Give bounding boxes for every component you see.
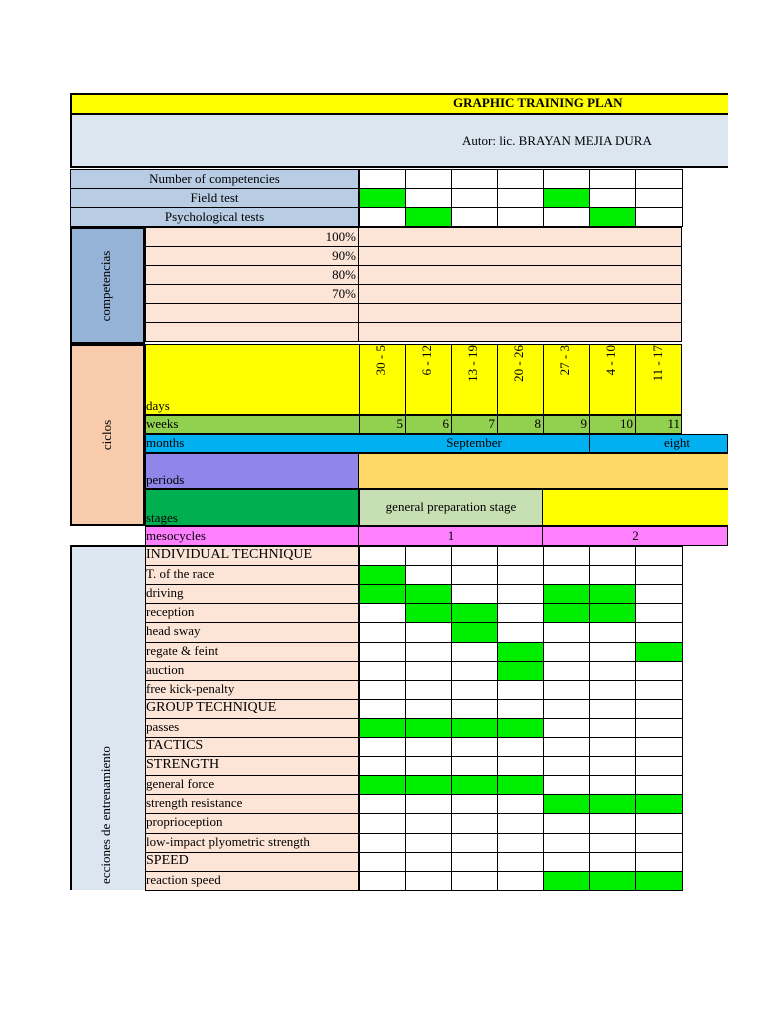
schedule-cell <box>497 169 544 189</box>
week-number: 10 <box>620 416 633 431</box>
stage-name: general preparation stage <box>385 499 517 514</box>
schedule-cell <box>497 584 544 604</box>
competency-bar-cell <box>358 246 682 266</box>
competency-level: 90% <box>332 248 356 263</box>
schedule-cell <box>451 871 498 891</box>
schedule-cell <box>543 775 590 795</box>
schedule-cell <box>451 699 498 719</box>
test-row-label: Number of competencies <box>149 171 280 186</box>
schedule-cell <box>405 871 452 891</box>
periods-bar <box>359 453 728 489</box>
schedule-cell <box>635 169 683 189</box>
schedule-cell <box>543 756 590 776</box>
schedule-cell-marked <box>635 794 683 814</box>
week-number: 6 <box>442 416 449 431</box>
author-text: Autor: lic. BRAYAN MEJIA DURA <box>462 133 652 148</box>
ciclos-side-label: ciclos <box>99 419 114 451</box>
schedule-cell <box>543 546 590 566</box>
schedule-cell <box>451 833 498 853</box>
schedule-cell <box>543 642 590 662</box>
schedule-cell-marked <box>589 584 636 604</box>
schedule-cell-marked <box>543 188 590 208</box>
months-label: months <box>146 435 185 450</box>
training-row-label: STRENGTH <box>146 757 220 772</box>
schedule-cell <box>635 737 683 757</box>
schedule-cell <box>359 169 406 189</box>
week-number: 9 <box>580 416 587 431</box>
schedule-cell <box>589 642 636 662</box>
schedule-cell <box>543 680 590 700</box>
schedule-cell <box>497 188 544 208</box>
week-number: 8 <box>534 416 541 431</box>
training-side-label: ecciones de entrenamiento <box>98 746 113 884</box>
schedule-cell-marked <box>405 775 452 795</box>
schedule-cell <box>635 207 683 227</box>
schedule-cell <box>635 622 683 643</box>
day-range: 20 - 26 <box>511 345 526 382</box>
schedule-cell-marked <box>405 603 452 623</box>
weeks-label: weeks <box>146 416 179 431</box>
mesocycles-label: mesocycles <box>146 528 206 543</box>
schedule-cell <box>451 680 498 700</box>
schedule-cell <box>359 642 406 662</box>
schedule-cell <box>497 833 544 853</box>
schedule-cell-marked <box>405 718 452 738</box>
schedule-cell <box>405 169 452 189</box>
schedule-cell <box>589 565 636 585</box>
competency-level-cell <box>145 303 359 323</box>
training-row-label: strength resistance <box>146 795 243 810</box>
schedule-cell-marked <box>405 207 452 227</box>
schedule-cell <box>451 188 498 208</box>
schedule-cell <box>497 603 544 623</box>
schedule-cell <box>359 603 406 623</box>
schedule-cell <box>543 718 590 738</box>
schedule-cell <box>405 622 452 643</box>
training-row-label: reaction speed <box>146 872 221 887</box>
week-number: 5 <box>396 416 403 431</box>
schedule-cell <box>635 188 683 208</box>
schedule-cell <box>589 775 636 795</box>
schedule-cell <box>451 169 498 189</box>
training-row-label: driving <box>146 585 184 600</box>
schedule-cell <box>543 622 590 643</box>
competency-bar-cell <box>358 284 682 304</box>
schedule-cell-marked <box>451 622 498 643</box>
test-row-label: Field test <box>190 190 239 205</box>
competency-bar-cell <box>358 303 682 323</box>
schedule-cell <box>497 546 544 566</box>
schedule-cell <box>451 852 498 872</box>
schedule-cell <box>405 737 452 757</box>
schedule-cell <box>359 794 406 814</box>
competency-bar-cell <box>358 265 682 285</box>
schedule-cell <box>359 680 406 700</box>
schedule-cell <box>359 852 406 872</box>
day-range: 4 - 10 <box>603 345 618 376</box>
month-1: September <box>446 435 502 450</box>
schedule-cell <box>543 852 590 872</box>
schedule-cell <box>543 813 590 834</box>
schedule-cell <box>405 852 452 872</box>
schedule-cell <box>405 699 452 719</box>
training-row-label: reception <box>146 604 195 619</box>
competency-level-cell <box>145 322 359 342</box>
schedule-cell-marked <box>543 871 590 891</box>
schedule-cell <box>359 207 406 227</box>
schedule-cell <box>405 680 452 700</box>
schedule-cell <box>589 852 636 872</box>
schedule-cell <box>497 871 544 891</box>
training-row-label: low-impact plyometric strength <box>146 834 310 849</box>
schedule-cell-marked <box>359 775 406 795</box>
schedule-cell <box>543 661 590 681</box>
schedule-cell <box>589 699 636 719</box>
schedule-cell-marked <box>589 603 636 623</box>
training-row-label: general force <box>146 776 215 791</box>
schedule-cell <box>635 584 683 604</box>
schedule-cell <box>497 737 544 757</box>
schedule-cell <box>359 756 406 776</box>
schedule-cell <box>497 680 544 700</box>
training-row-label: INDIVIDUAL TECHNIQUE <box>146 547 313 562</box>
schedule-cell <box>405 813 452 834</box>
schedule-cell <box>451 546 498 566</box>
schedule-cell <box>405 661 452 681</box>
schedule-cell <box>359 813 406 834</box>
day-range: 6 - 12 <box>419 345 434 376</box>
schedule-cell <box>405 188 452 208</box>
schedule-cell <box>543 699 590 719</box>
week-number: 11 <box>667 416 680 431</box>
schedule-cell <box>359 737 406 757</box>
training-row-label: regate & feint <box>146 643 219 658</box>
competency-level: 80% <box>332 267 356 282</box>
schedule-cell <box>543 833 590 853</box>
schedule-cell-marked <box>635 871 683 891</box>
test-row-label: Psychological tests <box>164 209 265 224</box>
training-row-label: auction <box>146 662 185 677</box>
training-row-label: passes <box>146 719 180 734</box>
schedule-cell <box>405 642 452 662</box>
schedule-cell-marked <box>589 207 636 227</box>
training-row-label: SPEED <box>146 853 189 868</box>
schedule-cell <box>359 661 406 681</box>
training-row-label: free kick-penalty <box>146 681 235 696</box>
schedule-cell <box>359 699 406 719</box>
schedule-cell-marked <box>497 718 544 738</box>
schedule-cell <box>405 794 452 814</box>
schedule-cell <box>497 756 544 776</box>
competencias-side-label: competencias <box>98 250 113 322</box>
schedule-cell <box>497 622 544 643</box>
training-row-label: GROUP TECHNIQUE <box>146 700 277 715</box>
schedule-cell-marked <box>543 584 590 604</box>
title-bar <box>70 93 728 113</box>
periods-label: periods <box>146 472 185 487</box>
schedule-cell-marked <box>589 871 636 891</box>
schedule-cell <box>635 852 683 872</box>
schedule-cell <box>451 794 498 814</box>
schedule-cell <box>543 737 590 757</box>
schedule-cell <box>635 775 683 795</box>
mesocycle-2: 2 <box>632 528 639 543</box>
week-number: 7 <box>488 416 495 431</box>
schedule-cell-marked <box>635 642 683 662</box>
day-range: 30 - 5 <box>373 345 388 376</box>
day-range: 27 - 3 <box>557 345 572 376</box>
schedule-cell <box>635 565 683 585</box>
schedule-cell <box>589 756 636 776</box>
competency-level: 100% <box>325 229 356 244</box>
schedule-cell <box>451 661 498 681</box>
schedule-cell-marked <box>359 718 406 738</box>
schedule-cell <box>635 680 683 700</box>
training-row-label: TACTICS <box>146 738 204 753</box>
schedule-cell <box>497 565 544 585</box>
schedule-cell <box>359 871 406 891</box>
days-label: days <box>146 398 170 413</box>
day-range: 11 - 17 <box>649 345 665 382</box>
schedule-cell <box>635 756 683 776</box>
schedule-cell-marked <box>359 188 406 208</box>
schedule-cell <box>359 622 406 643</box>
schedule-cell <box>589 169 636 189</box>
schedule-cell <box>359 546 406 566</box>
schedule-cell <box>543 169 590 189</box>
schedule-cell <box>635 833 683 853</box>
schedule-cell-marked <box>543 794 590 814</box>
schedule-cell <box>451 756 498 776</box>
schedule-cell <box>497 813 544 834</box>
schedule-cell <box>497 699 544 719</box>
schedule-cell-marked <box>451 775 498 795</box>
schedule-cell <box>497 852 544 872</box>
schedule-cell <box>635 699 683 719</box>
schedule-cell-marked <box>359 584 406 604</box>
schedule-cell <box>497 794 544 814</box>
schedule-cell <box>635 603 683 623</box>
schedule-cell <box>543 565 590 585</box>
schedule-cell <box>635 813 683 834</box>
month-2: eight <box>664 435 690 450</box>
schedule-cell <box>405 833 452 853</box>
schedule-cell-marked <box>543 603 590 623</box>
schedule-cell <box>589 813 636 834</box>
schedule-cell <box>589 737 636 757</box>
schedule-cell <box>451 737 498 757</box>
schedule-cell <box>589 718 636 738</box>
competency-bar-cell <box>358 322 682 342</box>
schedule-cell <box>451 642 498 662</box>
schedule-cell <box>497 207 544 227</box>
training-row-label: head sway <box>146 623 201 638</box>
schedule-cell-marked <box>359 565 406 585</box>
schedule-cell <box>451 207 498 227</box>
schedule-cell <box>451 565 498 585</box>
schedule-cell <box>451 584 498 604</box>
schedule-cell <box>635 718 683 738</box>
mesocycle-1: 1 <box>447 528 455 543</box>
day-range: 13 - 19 <box>465 345 480 382</box>
schedule-cell-marked <box>497 642 544 662</box>
schedule-cell <box>405 546 452 566</box>
schedule-cell <box>359 833 406 853</box>
schedule-cell <box>589 680 636 700</box>
schedule-cell <box>635 546 683 566</box>
schedule-cell <box>451 813 498 834</box>
training-row-label: T. of the race <box>146 566 215 581</box>
schedule-cell-marked <box>405 584 452 604</box>
schedule-cell-marked <box>451 603 498 623</box>
stages-label: stages <box>146 510 178 525</box>
schedule-cell <box>589 188 636 208</box>
schedule-cell <box>589 546 636 566</box>
page-title: GRAPHIC TRAINING PLAN <box>453 95 623 110</box>
schedule-cell-marked <box>451 718 498 738</box>
schedule-cell <box>543 207 590 227</box>
schedule-cell <box>405 565 452 585</box>
training-row-label: proprioception <box>146 814 223 829</box>
competency-level: 70% <box>332 286 356 301</box>
competency-bar-cell <box>358 227 682 247</box>
schedule-cell <box>589 833 636 853</box>
schedule-cell-marked <box>589 794 636 814</box>
stage-next <box>543 489 728 526</box>
schedule-cell <box>589 622 636 643</box>
schedule-cell <box>405 756 452 776</box>
schedule-cell-marked <box>497 661 544 681</box>
schedule-cell <box>589 661 636 681</box>
schedule-cell <box>635 661 683 681</box>
days-row <box>145 344 682 415</box>
schedule-cell-marked <box>497 775 544 795</box>
